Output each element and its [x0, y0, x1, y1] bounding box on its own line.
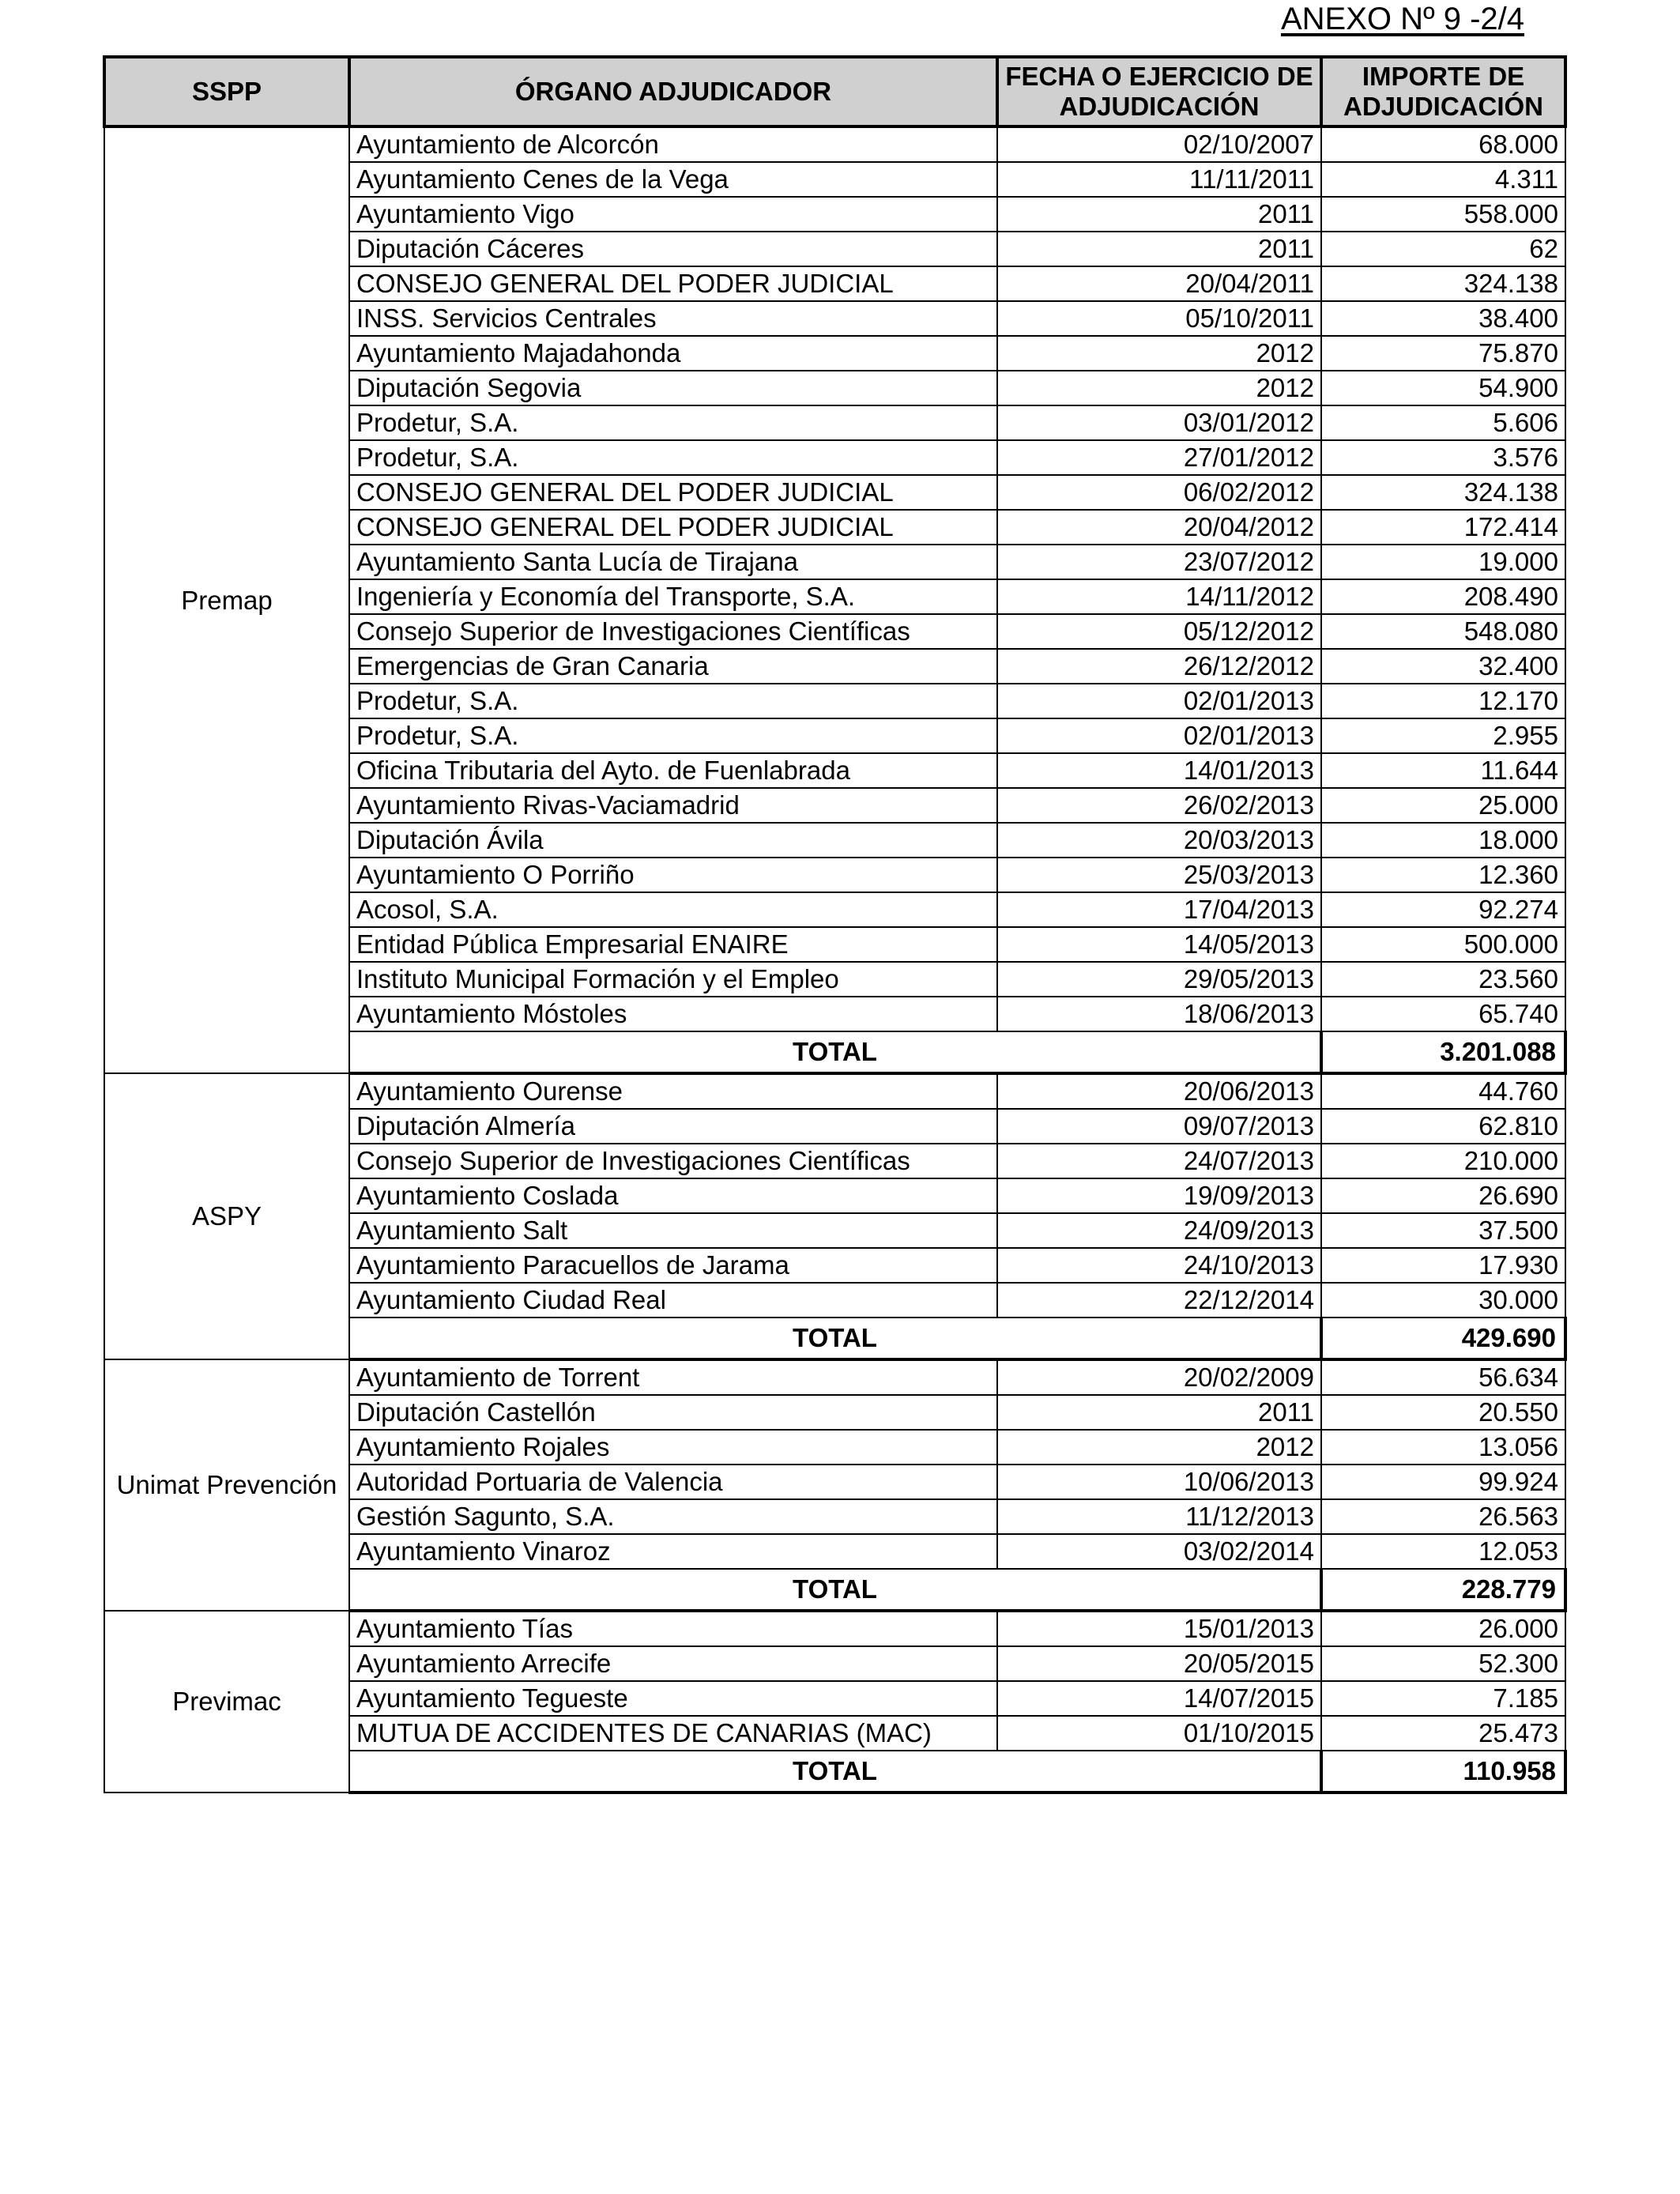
- importe-cell: 19.000: [1321, 545, 1565, 579]
- total-value: 3.201.088: [1321, 1031, 1565, 1073]
- importe-cell: 3.576: [1321, 440, 1565, 475]
- importe-cell: 26.563: [1321, 1499, 1565, 1534]
- importe-cell: 38.400: [1321, 301, 1565, 336]
- fecha-cell: 26/12/2012: [997, 649, 1321, 684]
- fecha-cell: 24/07/2013: [997, 1144, 1321, 1178]
- importe-cell: 548.080: [1321, 614, 1565, 649]
- fecha-cell: 02/01/2013: [997, 718, 1321, 753]
- importe-cell: 25.473: [1321, 1716, 1565, 1751]
- organo-cell: Ayuntamiento de Torrent: [349, 1359, 997, 1395]
- importe-cell: 99.924: [1321, 1465, 1565, 1499]
- fecha-cell: 20/03/2013: [997, 823, 1321, 858]
- importe-cell: 62: [1321, 232, 1565, 266]
- sspp-group-name: Previmac: [104, 1611, 349, 1793]
- table-row: [104, 126, 1565, 162]
- organo-cell: Ayuntamiento Majadahonda: [349, 336, 997, 371]
- fecha-cell: 06/02/2012: [997, 475, 1321, 510]
- organo-cell: Ayuntamiento Tegueste: [349, 1681, 997, 1716]
- organo-cell: CONSEJO GENERAL DEL PODER JUDICIAL: [349, 266, 997, 301]
- fecha-cell: 14/05/2013: [997, 927, 1321, 962]
- importe-cell: 11.644: [1321, 753, 1565, 788]
- fecha-cell: 14/01/2013: [997, 753, 1321, 788]
- fecha-cell: 10/06/2013: [997, 1465, 1321, 1499]
- sspp-group-name: ASPY: [104, 1073, 349, 1359]
- importe-cell: 56.634: [1321, 1359, 1565, 1395]
- organo-cell: Diputación Cáceres: [349, 232, 997, 266]
- table-row: [104, 1073, 1565, 1109]
- table-row: [104, 1359, 1565, 1395]
- fecha-cell: 01/10/2015: [997, 1716, 1321, 1751]
- organo-cell: Emergencias de Gran Canaria: [349, 649, 997, 684]
- importe-cell: 65.740: [1321, 997, 1565, 1031]
- organo-cell: Acosol, S.A.: [349, 892, 997, 927]
- importe-cell: 12.360: [1321, 858, 1565, 892]
- organo-cell: MUTUA DE ACCIDENTES DE CANARIAS (MAC): [349, 1716, 997, 1751]
- importe-cell: 208.490: [1321, 579, 1565, 614]
- importe-cell: 172.414: [1321, 510, 1565, 545]
- fecha-cell: 20/04/2012: [997, 510, 1321, 545]
- fecha-cell: 18/06/2013: [997, 997, 1321, 1031]
- importe-cell: 324.138: [1321, 475, 1565, 510]
- organo-cell: Instituto Municipal Formación y el Empleo: [349, 962, 997, 997]
- organo-cell: Ayuntamiento Rivas-Vaciamadrid: [349, 788, 997, 823]
- fecha-cell: 20/06/2013: [997, 1073, 1321, 1109]
- fecha-cell: 14/11/2012: [997, 579, 1321, 614]
- organo-cell: Ayuntamiento Santa Lucía de Tirajana: [349, 545, 997, 579]
- importe-cell: 37.500: [1321, 1213, 1565, 1248]
- importe-cell: 558.000: [1321, 197, 1565, 232]
- organo-cell: Ayuntamiento Rojales: [349, 1430, 997, 1465]
- importe-cell: 12.053: [1321, 1534, 1565, 1569]
- fecha-cell: 26/02/2013: [997, 788, 1321, 823]
- importe-cell: 20.550: [1321, 1395, 1565, 1430]
- importe-cell: 4.311: [1321, 162, 1565, 197]
- organo-cell: Ayuntamiento Ourense: [349, 1073, 997, 1109]
- importe-cell: 13.056: [1321, 1430, 1565, 1465]
- header-fecha: FECHA O EJERCICIO DE ADJUDICACIÓN: [997, 57, 1321, 126]
- organo-cell: Diputación Castellón: [349, 1395, 997, 1430]
- fecha-cell: 22/12/2014: [997, 1283, 1321, 1318]
- importe-cell: 18.000: [1321, 823, 1565, 858]
- importe-cell: 210.000: [1321, 1144, 1565, 1178]
- organo-cell: Ayuntamiento Ciudad Real: [349, 1283, 997, 1318]
- importe-cell: 30.000: [1321, 1283, 1565, 1318]
- importe-cell: 324.138: [1321, 266, 1565, 301]
- table-row: [104, 1611, 1565, 1646]
- importe-cell: 75.870: [1321, 336, 1565, 371]
- fecha-cell: 25/03/2013: [997, 858, 1321, 892]
- organo-cell: Ayuntamiento de Alcorcón: [349, 126, 997, 162]
- organo-cell: Gestión Sagunto, S.A.: [349, 1499, 997, 1534]
- organo-cell: Consejo Superior de Investigaciones Científicas: [349, 1144, 997, 1178]
- organo-cell: Consejo Superior de Investigaciones Científicas: [349, 614, 997, 649]
- fecha-cell: 14/07/2015: [997, 1681, 1321, 1716]
- sspp-group-name: Premap: [104, 126, 349, 1073]
- total-label: TOTAL: [349, 1569, 1321, 1611]
- organo-cell: Prodetur, S.A.: [349, 405, 997, 440]
- importe-cell: 500.000: [1321, 927, 1565, 962]
- fecha-cell: 09/07/2013: [997, 1109, 1321, 1144]
- header-importe: IMPORTE DE ADJUDICACIÓN: [1321, 57, 1565, 126]
- organo-cell: Ayuntamiento Tías: [349, 1611, 997, 1646]
- fecha-cell: 2011: [997, 1395, 1321, 1430]
- fecha-cell: 24/09/2013: [997, 1213, 1321, 1248]
- fecha-cell: 02/01/2013: [997, 684, 1321, 718]
- organo-cell: INSS. Servicios Centrales: [349, 301, 997, 336]
- importe-cell: 2.955: [1321, 718, 1565, 753]
- fecha-cell: 24/10/2013: [997, 1248, 1321, 1283]
- organo-cell: Ayuntamiento Vigo: [349, 197, 997, 232]
- fecha-cell: 03/01/2012: [997, 405, 1321, 440]
- organo-cell: Ayuntamiento Salt: [349, 1213, 997, 1248]
- importe-cell: 5.606: [1321, 405, 1565, 440]
- table-header: [104, 57, 1565, 126]
- importe-cell: 54.900: [1321, 371, 1565, 405]
- organo-cell: Prodetur, S.A.: [349, 440, 997, 475]
- importe-cell: 25.000: [1321, 788, 1565, 823]
- table-body: [104, 126, 1565, 1793]
- organo-cell: CONSEJO GENERAL DEL PODER JUDICIAL: [349, 475, 997, 510]
- contracts-table: [103, 55, 1567, 1794]
- fecha-cell: 2012: [997, 336, 1321, 371]
- importe-cell: 7.185: [1321, 1681, 1565, 1716]
- fecha-cell: 15/01/2013: [997, 1611, 1321, 1646]
- header-sspp: SSPP: [104, 57, 349, 126]
- total-label: TOTAL: [349, 1751, 1321, 1793]
- fecha-cell: 20/02/2009: [997, 1359, 1321, 1395]
- importe-cell: 26.000: [1321, 1611, 1565, 1646]
- organo-cell: Oficina Tributaria del Ayto. de Fuenlabrada: [349, 753, 997, 788]
- organo-cell: Diputación Almería: [349, 1109, 997, 1144]
- importe-cell: 44.760: [1321, 1073, 1565, 1109]
- organo-cell: Prodetur, S.A.: [349, 684, 997, 718]
- importe-cell: 23.560: [1321, 962, 1565, 997]
- fecha-cell: 2011: [997, 232, 1321, 266]
- organo-cell: CONSEJO GENERAL DEL PODER JUDICIAL: [349, 510, 997, 545]
- importe-cell: 12.170: [1321, 684, 1565, 718]
- organo-cell: Diputación Segovia: [349, 371, 997, 405]
- fecha-cell: 02/10/2007: [997, 126, 1321, 162]
- organo-cell: Ingeniería y Economía del Transporte, S.A.: [349, 579, 997, 614]
- sspp-group-name: Unimat Prevención: [104, 1359, 349, 1611]
- fecha-cell: 11/12/2013: [997, 1499, 1321, 1534]
- fecha-cell: 29/05/2013: [997, 962, 1321, 997]
- importe-cell: 68.000: [1321, 126, 1565, 162]
- fecha-cell: 2011: [997, 197, 1321, 232]
- fecha-cell: 2012: [997, 371, 1321, 405]
- importe-cell: 32.400: [1321, 649, 1565, 684]
- organo-cell: Ayuntamiento O Porriño: [349, 858, 997, 892]
- total-value: 110.958: [1321, 1751, 1565, 1793]
- importe-cell: 26.690: [1321, 1178, 1565, 1213]
- total-label: TOTAL: [349, 1318, 1321, 1359]
- fecha-cell: 20/05/2015: [997, 1646, 1321, 1681]
- fecha-cell: 05/12/2012: [997, 614, 1321, 649]
- importe-cell: 62.810: [1321, 1109, 1565, 1144]
- organo-cell: Diputación Ávila: [349, 823, 997, 858]
- total-value: 228.779: [1321, 1569, 1565, 1611]
- organo-cell: Autoridad Portuaria de Valencia: [349, 1465, 997, 1499]
- organo-cell: Entidad Pública Empresarial ENAIRE: [349, 927, 997, 962]
- total-label: TOTAL: [349, 1031, 1321, 1073]
- organo-cell: Prodetur, S.A.: [349, 718, 997, 753]
- fecha-cell: 11/11/2011: [997, 162, 1321, 197]
- fecha-cell: 2012: [997, 1430, 1321, 1465]
- fecha-cell: 19/09/2013: [997, 1178, 1321, 1213]
- organo-cell: Ayuntamiento Arrecife: [349, 1646, 997, 1681]
- fecha-cell: 20/04/2011: [997, 266, 1321, 301]
- organo-cell: Ayuntamiento Móstoles: [349, 997, 997, 1031]
- importe-cell: 17.930: [1321, 1248, 1565, 1283]
- organo-cell: Ayuntamiento Vinaroz: [349, 1534, 997, 1569]
- fecha-cell: 27/01/2012: [997, 440, 1321, 475]
- organo-cell: Ayuntamiento Paracuellos de Jarama: [349, 1248, 997, 1283]
- annex-title: ANEXO Nº 9 -2/4: [1280, 2, 1524, 36]
- total-value: 429.690: [1321, 1318, 1565, 1359]
- header-organo: ÓRGANO ADJUDICADOR: [349, 57, 997, 126]
- fecha-cell: 23/07/2012: [997, 545, 1321, 579]
- fecha-cell: 17/04/2013: [997, 892, 1321, 927]
- importe-cell: 92.274: [1321, 892, 1565, 927]
- importe-cell: 52.300: [1321, 1646, 1565, 1681]
- fecha-cell: 03/02/2014: [997, 1534, 1321, 1569]
- organo-cell: Ayuntamiento Cenes de la Vega: [349, 162, 997, 197]
- fecha-cell: 05/10/2011: [997, 301, 1321, 336]
- organo-cell: Ayuntamiento Coslada: [349, 1178, 997, 1213]
